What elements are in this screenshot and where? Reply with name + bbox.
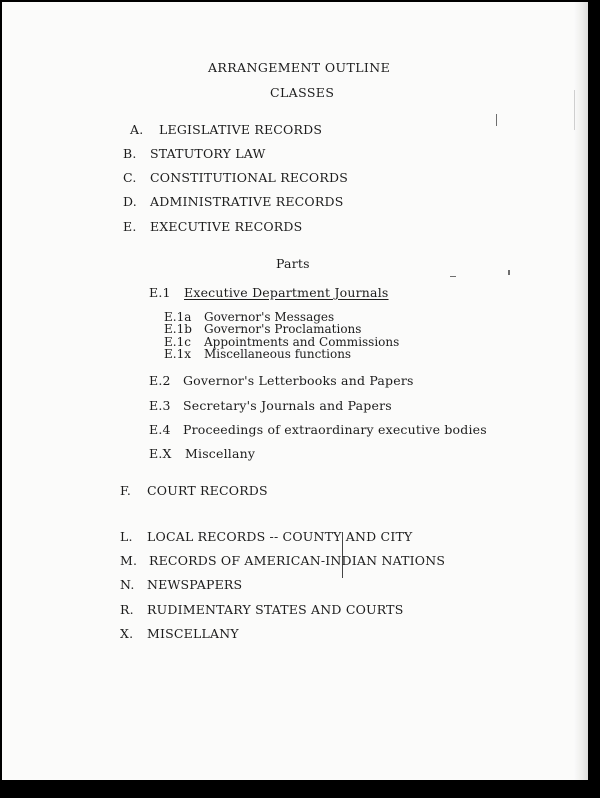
class-code: L. (120, 529, 133, 544)
part-label: Governor's Letterbooks and Papers (183, 373, 414, 388)
class-label: RUDIMENTARY STATES AND COURTS (147, 602, 404, 617)
sub-part-code: E.1a (164, 310, 192, 324)
sub-part-code: E.1x (164, 347, 191, 361)
document-page (2, 2, 588, 780)
scan-speck (450, 276, 456, 277)
scan-speck (574, 90, 575, 130)
class-label: NEWSPAPERS (147, 577, 243, 592)
sub-part-label: Governor's Proclamations (204, 322, 362, 336)
class-label: RECORDS OF AMERICAN-INDIAN NATIONS (149, 553, 446, 568)
class-code: X. (120, 626, 134, 641)
parts-heading: Parts (276, 256, 310, 271)
class-label: LOCAL RECORDS -- COUNTY AND CITY (147, 529, 413, 544)
scan-speck (496, 114, 497, 126)
sub-part-code: E.1b (164, 322, 192, 336)
part-code: E.2 (149, 373, 171, 388)
class-label: MISCELLANY (147, 626, 239, 641)
class-label: LEGISLATIVE RECORDS (159, 122, 323, 137)
sub-part-label: Miscellaneous functions (204, 347, 352, 361)
class-code: E. (123, 219, 137, 234)
class-label: ADMINISTRATIVE RECORDS (150, 194, 344, 209)
class-label: STATUTORY LAW (150, 146, 266, 161)
class-label: EXECUTIVE RECORDS (150, 219, 303, 234)
page-title: ARRANGEMENT OUTLINE (208, 60, 391, 75)
class-code: R. (120, 602, 134, 617)
class-code: C. (123, 170, 137, 185)
part-label: Proceedings of extraordinary executive bodies (183, 422, 487, 437)
sub-part-label: Governor's Messages (204, 310, 335, 324)
class-code: M. (120, 553, 138, 568)
part-label: Secretary's Journals and Papers (183, 398, 392, 413)
sub-part-label: Appointments and Commissions (204, 335, 400, 349)
class-code: F. (120, 483, 132, 498)
page-edge-shadow (574, 2, 588, 780)
part-label: Miscellany (185, 446, 256, 461)
part-label: Executive Department Journals (184, 285, 389, 300)
sub-part-code: E.1c (164, 335, 191, 349)
class-code: B. (123, 146, 137, 161)
class-label: CONSTITUTIONAL RECORDS (150, 170, 348, 185)
class-code: D. (123, 194, 137, 209)
class-code: N. (120, 577, 135, 592)
part-code: E.4 (149, 422, 171, 437)
class-code: A. (130, 122, 144, 137)
part-code: E.1 (149, 285, 171, 300)
scan-speck (508, 270, 510, 275)
class-label: COURT RECORDS (147, 483, 268, 498)
part-code: E.X (149, 446, 172, 461)
page-subtitle: CLASSES (270, 85, 335, 100)
part-code: E.3 (149, 398, 171, 413)
